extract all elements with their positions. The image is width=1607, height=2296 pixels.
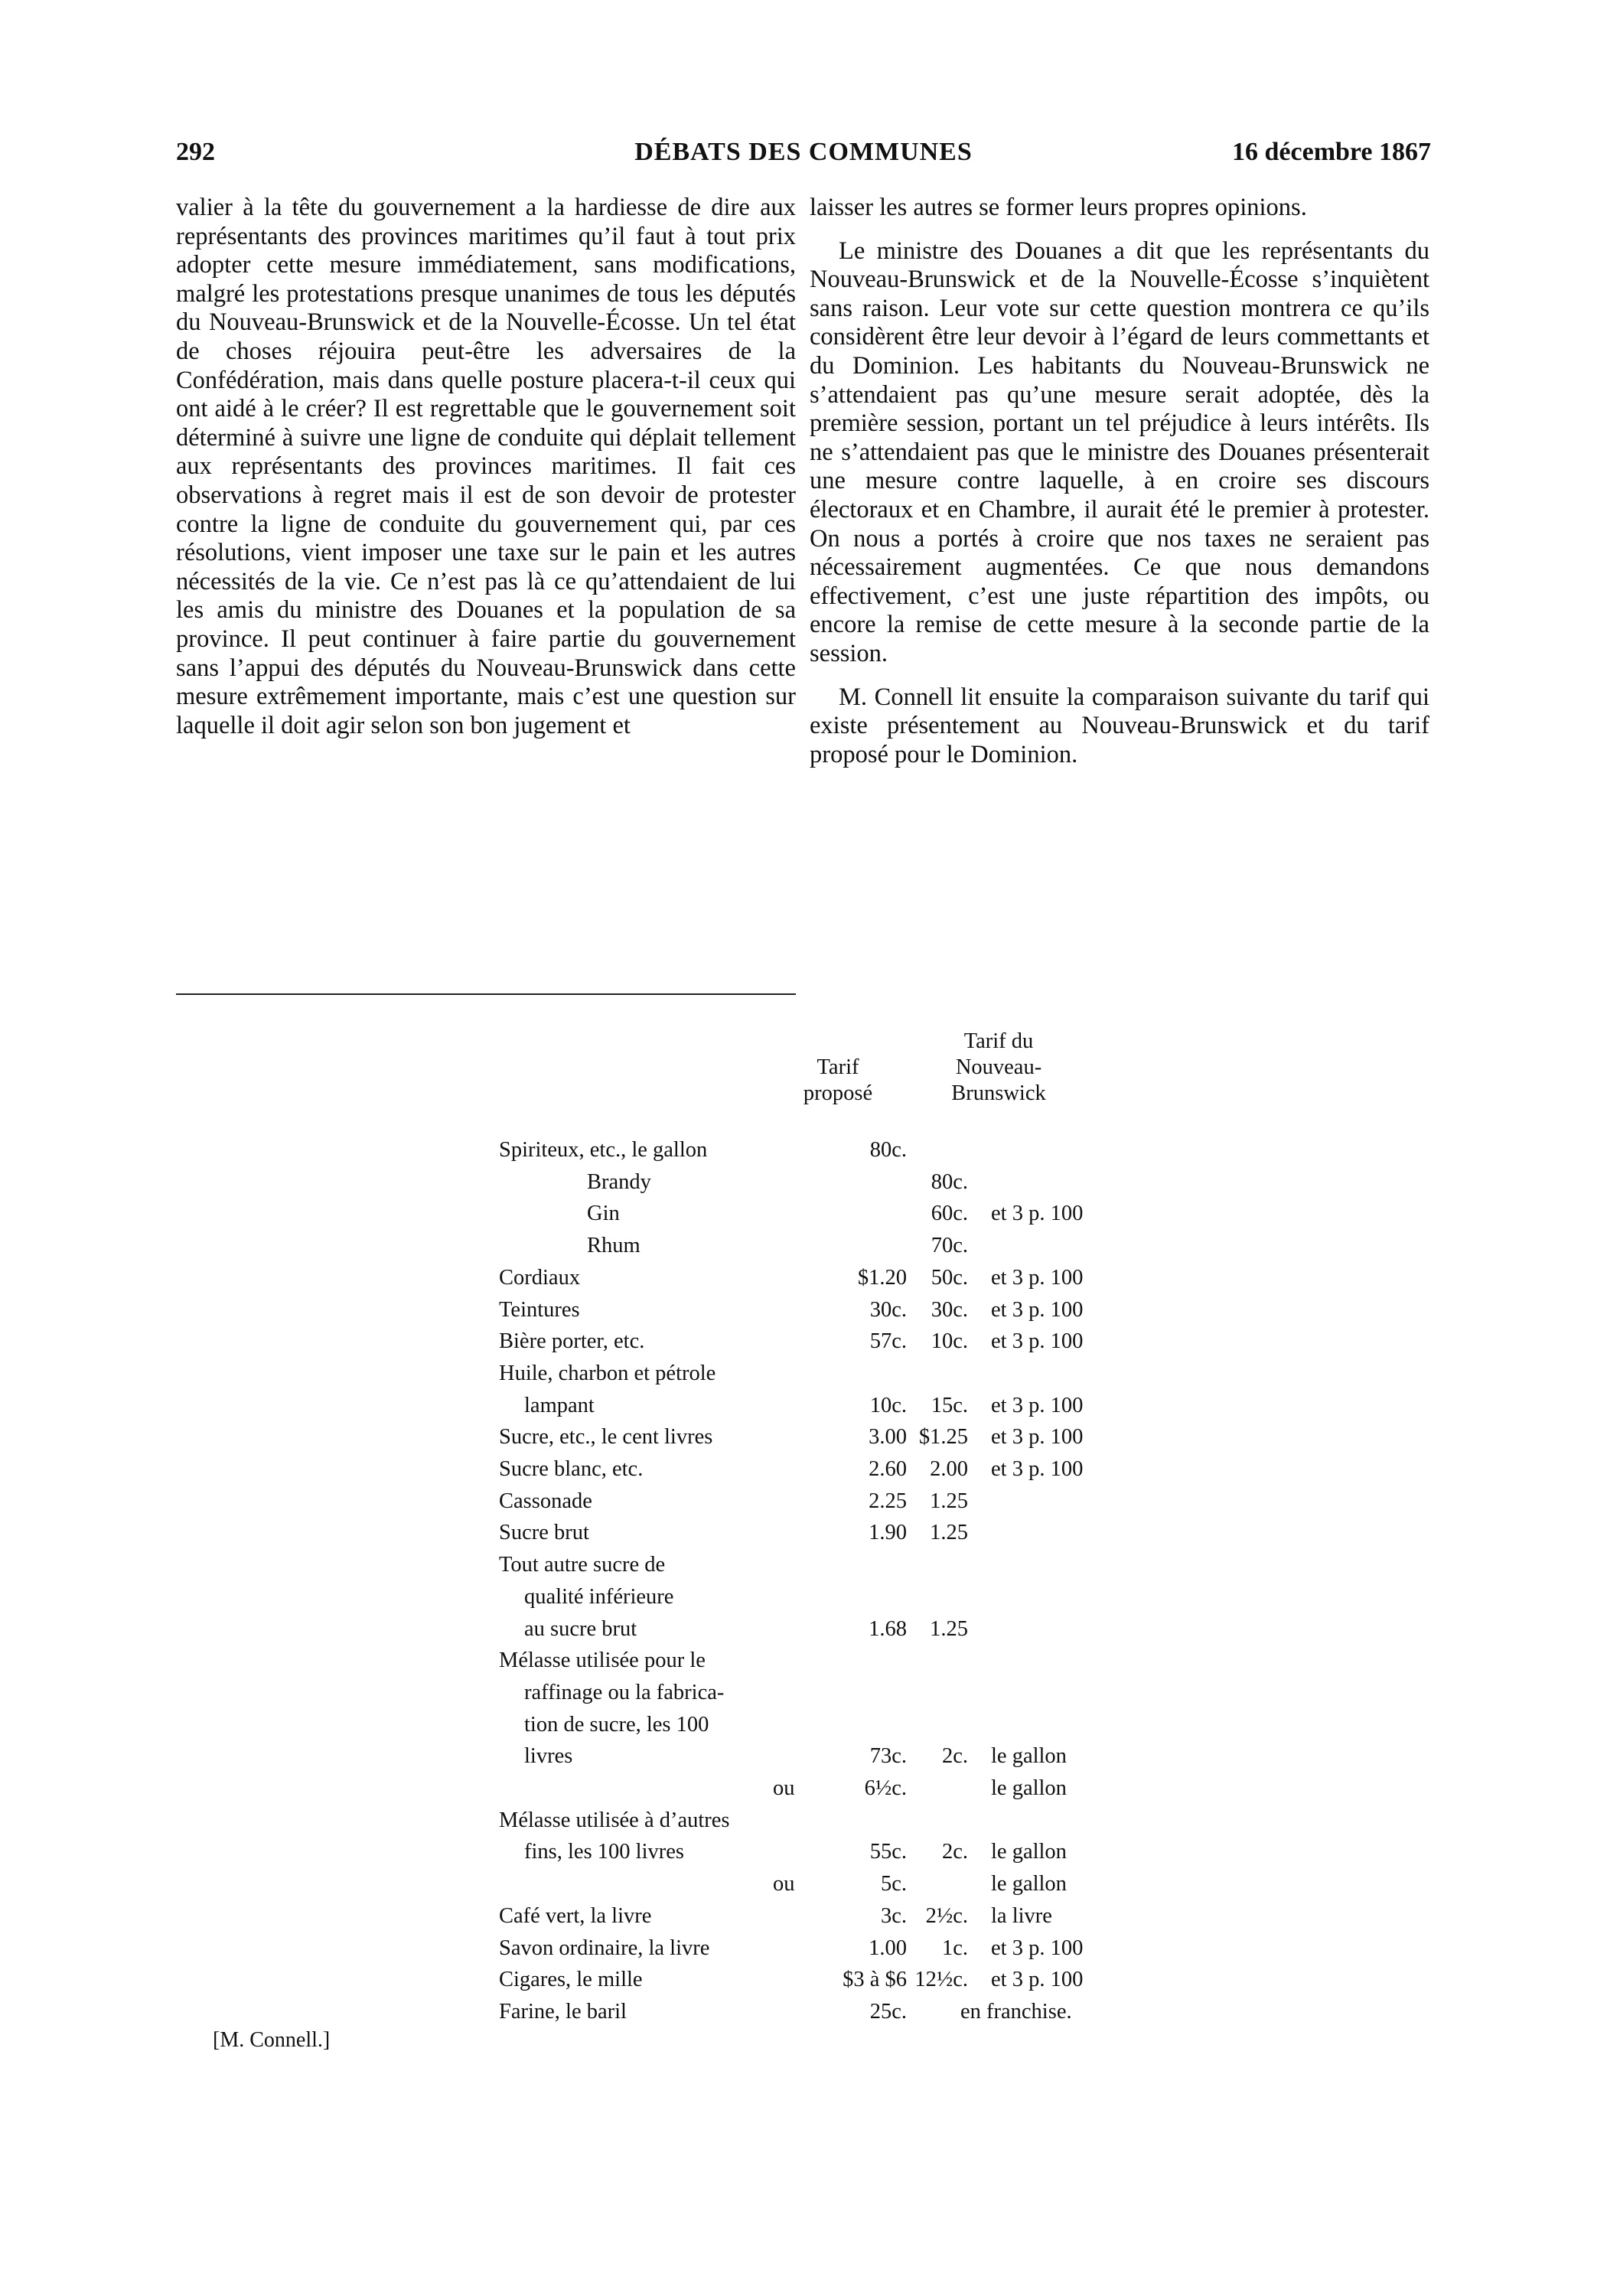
nb-rate-note: et 3 p. 100 — [991, 1393, 1084, 1417]
nb-rate: 1.25 — [930, 1616, 968, 1641]
tariff-item-label: Sucre brut — [499, 1521, 589, 1545]
proposed-rate: 3.00 — [869, 1425, 907, 1450]
tariff-item-label: lampant — [524, 1393, 595, 1417]
tariff-item-label: au sucre brut — [524, 1616, 637, 1641]
nb-rate: 50c. — [931, 1265, 968, 1290]
tariff-item-label: raffinage ou la fabrica- — [524, 1680, 725, 1704]
tariff-item-label: Sucre blanc, etc. — [499, 1457, 644, 1481]
page-number: 292 — [176, 138, 215, 166]
header-proposed-line: Tarif — [817, 1055, 859, 1079]
header-proposed — [781, 1055, 895, 1107]
tariff-item-label: Farine, le baril — [499, 1999, 627, 2024]
nb-rate-note: et 3 p. 100 — [991, 1425, 1084, 1450]
tariff-item-label: Mélasse utilisée pour le — [499, 1649, 706, 1673]
nb-rate-note: et 3 p. 100 — [991, 1265, 1084, 1290]
nb-rate: 2.00 — [930, 1457, 968, 1481]
proposed-rate: 1.68 — [869, 1616, 907, 1641]
tariff-item-label: Bière porter, etc. — [499, 1329, 645, 1354]
proposed-rate: 30c. — [869, 1297, 907, 1322]
proposed-rate: 55c. — [869, 1840, 907, 1864]
nb-rate: 60c. — [931, 1202, 968, 1226]
tariff-item-label: Café vert, la livre — [499, 1903, 652, 1928]
proposed-rate: 73c. — [869, 1744, 907, 1769]
nb-rate-note: le gallon — [991, 1744, 1067, 1769]
nb-rate: 10c. — [931, 1329, 968, 1354]
tariff-item-label: Cordiaux — [499, 1265, 581, 1290]
left-paragraph: valier à la tête du gouvernement a la hardiesse de dire aux représentants des provinces maritimes qu’il faut à tout prix adopter cette mesure immédiatement, sans modifications, malgré les protestations presque unanimes de tous les députés du Nouveau-Brunswick et de la Nouvelle-Écosse. Un tel état de choses réjouira peut-être les adversaires de la Confédération, mais dans quelle posture placera-t-il ceux qui ont aidé à le créer? Il est regrettable que le gouvernement soit déterminé à suivre une ligne de conduite qui déplait tellement aux représentants des provinces maritimes. Il fait ces observations à regret mais il est de son devoir de protester contre la ligne de conduite du gouvernement qui, par ces résolutions, vient imposer une taxe sur le pain et les autres nécessités de la vie. Ce n’est pas là ce qu’attendaient de lui les amis du ministre des Douanes et la population de sa province. Il peut continuer à faire partie du gouvernement sans l’appui des députés du Nouveau-Brunswick dans cette mesure extrêmement importante, mais c’est une question sur laquelle il doit agir selon son bon jugement et — [176, 194, 796, 739]
right-paragraph-2: Le ministre des Douanes a dit que les représentants du Nouveau-Brunswick et de la Nouvelle-Écosse s’inquiètent sans raison. Leur vote sur cette question montrera ce qu’ils considèrent être leur devoir à l’égard de leurs commettants et du Dominion. Les habitants du Nouveau-Brunswick ne s’attendaient pas qu’une mesure serait adoptée, dès la première session, portant un tel préjudice à leurs intérêts. Ils ne s’attendaient pas que le ministre des Douanes présenterait une mesure contre laquelle, à en croire ses discours électoraux et en Chambre, il aurait été le premier à protester. On nous a portés à croire que nos taxes ne seraient pas nécessairement augmentées. Ce que nous demandons effectivement, c’est une juste répartition des impôts, ou encore la remise de cette mesure à la seconde partie de la session. — [810, 236, 1429, 667]
tariff-item-label: Gin — [587, 1202, 620, 1226]
nb-rate: 2½c. — [925, 1903, 968, 1928]
proposed-rate: 3c. — [880, 1903, 907, 1928]
nb-rate-note: et 3 p. 100 — [991, 1968, 1084, 1992]
proposed-rate: 5c. — [880, 1872, 907, 1896]
nb-rate: 2c. — [941, 1840, 968, 1864]
proposed-rate: 1.90 — [869, 1521, 907, 1545]
proposed-rate: 10c. — [869, 1393, 907, 1417]
tariff-item-label: Cassonade — [499, 1489, 592, 1513]
header-proposed-line: proposé — [803, 1081, 873, 1105]
nb-rate-note: et 3 p. 100 — [991, 1329, 1084, 1354]
proposed-rate: 25c. — [869, 1999, 907, 2024]
tariff-item-label: livres — [524, 1744, 573, 1769]
tariff-item-label: Cigares, le mille — [499, 1968, 643, 1992]
tariff-item-label: Mélasse utilisée à d’autres — [499, 1808, 730, 1832]
right-paragraph-3: M. Connell lit ensuite la comparaison suivante du tarif qui existe présentement au Nouveau-Brunswick et du tarif proposé pour le Dominion. — [810, 683, 1429, 768]
proposed-rate: 80c. — [869, 1138, 907, 1162]
nb-rate: 1.25 — [930, 1521, 968, 1545]
tariff-item-label: ou — [773, 1776, 795, 1800]
nb-rate: 1c. — [941, 1936, 968, 1960]
nb-rate: 1.25 — [930, 1489, 968, 1513]
tariff-item-label: Savon ordinaire, la livre — [499, 1936, 710, 1960]
right-paragraph-1: laisser les autres se former leurs propres opinions. — [810, 194, 1307, 221]
tariff-item-label: Spiriteux, etc., le gallon — [499, 1138, 708, 1162]
proposed-rate: 2.60 — [869, 1457, 907, 1481]
proposed-rate: $3 à $6 — [843, 1968, 907, 1992]
nb-rate: 70c. — [931, 1234, 968, 1258]
header-nb-line: Tarif du — [963, 1029, 1034, 1053]
nb-rate-note: et 3 p. 100 — [991, 1202, 1084, 1226]
nb-rate-note: et 3 p. 100 — [991, 1297, 1084, 1322]
tariff-item-label: Brandy — [587, 1169, 651, 1194]
nb-rate-note: le gallon — [991, 1776, 1067, 1800]
tariff-item-label: Sucre, etc., le cent livres — [499, 1425, 713, 1450]
nb-rate: 2c. — [941, 1744, 968, 1769]
nb-rate: en franchise. — [960, 1999, 1072, 2024]
nb-rate-note: et 3 p. 100 — [991, 1457, 1084, 1481]
tariff-item-label: Rhum — [587, 1234, 641, 1258]
nb-rate: 30c. — [931, 1297, 968, 1322]
proposed-rate: 57c. — [869, 1329, 907, 1354]
speaker-reference: [M. Connell.] — [213, 2028, 331, 2052]
session-date: 16 décembre 1867 — [1232, 138, 1431, 166]
proposed-rate: $1.20 — [857, 1265, 907, 1290]
nb-rate-note: la livre — [991, 1903, 1052, 1928]
tariff-item-label: ou — [773, 1872, 795, 1896]
nb-rate-note: et 3 p. 100 — [991, 1936, 1084, 1960]
proposed-rate: 6½c. — [864, 1776, 907, 1800]
proposed-rate: 2.25 — [869, 1489, 907, 1513]
tariff-item-label: fins, les 100 livres — [524, 1840, 684, 1864]
header-nb-line: Brunswick — [951, 1081, 1046, 1105]
nb-rate: $1.25 — [918, 1425, 968, 1450]
publication-title: DÉBATS DES COMMUNES — [634, 138, 973, 166]
tariff-item-label: Teintures — [499, 1297, 580, 1322]
nb-rate: 80c. — [931, 1169, 968, 1194]
proposed-rate: 1.00 — [869, 1936, 907, 1960]
tariff-item-label: qualité inférieure — [524, 1584, 674, 1609]
nb-rate-note: le gallon — [991, 1872, 1067, 1896]
tariff-item-label: Huile, charbon et pétrole — [499, 1361, 716, 1385]
nb-rate: 15c. — [931, 1393, 968, 1417]
header-new-brunswick — [918, 1029, 1079, 1107]
nb-rate: 12½c. — [914, 1968, 968, 1992]
header-nb-line: Nouveau- — [955, 1055, 1042, 1079]
tariff-item-label: tion de sucre, les 100 — [524, 1712, 709, 1737]
tariff-item-label: Tout autre sucre de — [499, 1553, 666, 1577]
nb-rate-note: le gallon — [991, 1840, 1067, 1864]
